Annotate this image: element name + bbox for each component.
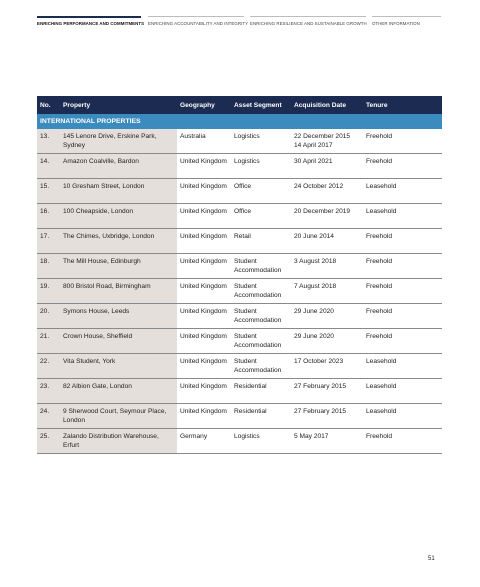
col-header-geography: Geography bbox=[177, 96, 231, 114]
geography-cell: United Kingdom bbox=[177, 304, 231, 329]
geography-cell: United Kingdom bbox=[177, 204, 231, 229]
acquisition-date-cell: 7 August 2018 bbox=[291, 279, 363, 304]
col-header-property: Property bbox=[60, 96, 177, 114]
table-row bbox=[37, 304, 442, 329]
col-header-asset-segment: Asset Segment bbox=[231, 96, 291, 114]
acquisition-date-cell: 29 June 2020 bbox=[291, 329, 363, 354]
property-cell: The Chimes, Uxbridge, London bbox=[60, 229, 177, 254]
property-cell: 800 Bristol Road, Birmingham bbox=[60, 279, 177, 304]
tenure-cell: Freehold bbox=[363, 154, 442, 179]
tenure-cell: Leasehold bbox=[363, 379, 442, 404]
property-cell: 10 Gresham Street, London bbox=[60, 179, 177, 204]
nav-tab-accountability[interactable]: ENRICHING ACCOUNTABILITY AND INTEGRITY bbox=[148, 16, 244, 28]
property-cell: Amazon Coalville, Bardon bbox=[60, 154, 177, 179]
asset-segment-cell: Student Accommodation bbox=[231, 354, 291, 379]
row-number-cell: 13. bbox=[37, 129, 60, 154]
asset-segment-cell: Student Accommodation bbox=[231, 279, 291, 304]
acquisition-date-cell: 27 February 2015 bbox=[291, 404, 363, 429]
asset-segment-cell: Office bbox=[231, 204, 291, 229]
acquisition-date-cell: 30 April 2021 bbox=[291, 154, 363, 179]
acquisition-date-cell: 20 December 2019 bbox=[291, 204, 363, 229]
geography-cell: United Kingdom bbox=[177, 229, 231, 254]
asset-segment-cell: Student Accommodation bbox=[231, 304, 291, 329]
nav-tab-performance[interactable]: ENRICHING PERFORMANCE AND COMMITMENTS bbox=[37, 16, 141, 28]
property-cell: Vita Student, York bbox=[60, 354, 177, 379]
geography-cell: United Kingdom bbox=[177, 379, 231, 404]
asset-segment-cell: Student Accommodation bbox=[231, 329, 291, 354]
table-row bbox=[37, 179, 442, 204]
geography-cell: United Kingdom bbox=[177, 354, 231, 379]
tenure-cell: Leasehold bbox=[363, 204, 442, 229]
nav-tab-resilience[interactable]: ENRICHING RESILIENCE AND SUSTAINABLE GROWTH bbox=[250, 16, 366, 28]
table-row bbox=[37, 129, 442, 154]
tenure-cell: Freehold bbox=[363, 304, 442, 329]
table-row bbox=[37, 379, 442, 404]
table-row bbox=[37, 229, 442, 254]
tenure-cell: Freehold bbox=[363, 429, 442, 454]
row-number-cell: 20. bbox=[37, 304, 60, 329]
asset-segment-cell: Logistics bbox=[231, 429, 291, 454]
geography-cell: Australia bbox=[177, 129, 231, 154]
property-cell: Zalando Distribution Warehouse, Erfurt bbox=[60, 429, 177, 454]
col-header-no: No. bbox=[37, 96, 60, 114]
tenure-cell: Freehold bbox=[363, 129, 442, 154]
section-nav bbox=[37, 16, 441, 30]
table-row bbox=[37, 354, 442, 379]
row-number-cell: 18. bbox=[37, 254, 60, 279]
row-number-cell: 19. bbox=[37, 279, 60, 304]
table-row bbox=[37, 154, 442, 179]
acquisition-date-cell: 24 October 2012 bbox=[291, 179, 363, 204]
tenure-cell: Leasehold bbox=[363, 179, 442, 204]
property-cell: The Mill House, Edinburgh bbox=[60, 254, 177, 279]
acquisition-date-cell: 3 August 2018 bbox=[291, 254, 363, 279]
row-number-cell: 24. bbox=[37, 404, 60, 429]
tenure-cell: Freehold bbox=[363, 279, 442, 304]
asset-segment-cell: Logistics bbox=[231, 129, 291, 154]
table-row bbox=[37, 404, 442, 429]
property-cell: 100 Cheapside, London bbox=[60, 204, 177, 229]
asset-segment-cell: Residential bbox=[231, 404, 291, 429]
table-row bbox=[37, 329, 442, 354]
geography-cell: United Kingdom bbox=[177, 404, 231, 429]
asset-segment-cell: Residential bbox=[231, 379, 291, 404]
geography-cell: United Kingdom bbox=[177, 179, 231, 204]
row-number-cell: 25. bbox=[37, 429, 60, 454]
row-number-cell: 16. bbox=[37, 204, 60, 229]
acquisition-date-cell: 20 June 2014 bbox=[291, 229, 363, 254]
tenure-cell: Freehold bbox=[363, 229, 442, 254]
table-header-row bbox=[37, 96, 442, 114]
table-row bbox=[37, 204, 442, 229]
property-cell: Crown House, Sheffield bbox=[60, 329, 177, 354]
property-cell: Symons House, Leeds bbox=[60, 304, 177, 329]
acquisition-date-cell: 17 October 2023 bbox=[291, 354, 363, 379]
tenure-cell: Leasehold bbox=[363, 404, 442, 429]
nav-tab-other-information[interactable]: OTHER INFORMATION bbox=[372, 16, 441, 28]
asset-segment-cell: Logistics bbox=[231, 154, 291, 179]
geography-cell: United Kingdom bbox=[177, 329, 231, 354]
asset-segment-cell: Office bbox=[231, 179, 291, 204]
asset-segment-cell: Retail bbox=[231, 229, 291, 254]
acquisition-date-cell: 27 February 2015 bbox=[291, 379, 363, 404]
row-number-cell: 21. bbox=[37, 329, 60, 354]
geography-cell: Germany bbox=[177, 429, 231, 454]
section-header-row bbox=[37, 114, 442, 129]
col-header-acquisition-date: Acquisition Date bbox=[291, 96, 363, 114]
property-cell: 9 Sherwood Court, Seymour Place, London bbox=[60, 404, 177, 429]
row-number-cell: 22. bbox=[37, 354, 60, 379]
table-row bbox=[37, 429, 442, 454]
geography-cell: United Kingdom bbox=[177, 254, 231, 279]
row-number-cell: 17. bbox=[37, 229, 60, 254]
table-row bbox=[37, 279, 442, 304]
property-cell: 145 Lenore Drive, Erskine Park, Sydney bbox=[60, 129, 177, 154]
row-number-cell: 15. bbox=[37, 179, 60, 204]
row-number-cell: 14. bbox=[37, 154, 60, 179]
properties-table bbox=[37, 96, 442, 454]
table-row bbox=[37, 254, 442, 279]
acquisition-date-cell: 22 December 2015 14 April 2017 bbox=[291, 129, 363, 154]
acquisition-date-cell: 5 May 2017 bbox=[291, 429, 363, 454]
page-number: 51 bbox=[428, 556, 435, 562]
row-number-cell: 23. bbox=[37, 379, 60, 404]
tenure-cell: Freehold bbox=[363, 254, 442, 279]
acquisition-date-cell: 29 June 2020 bbox=[291, 304, 363, 329]
col-header-tenure: Tenure bbox=[363, 96, 442, 114]
asset-segment-cell: Student Accommodation bbox=[231, 254, 291, 279]
geography-cell: United Kingdom bbox=[177, 154, 231, 179]
tenure-cell: Freehold bbox=[363, 329, 442, 354]
property-cell: 82 Albion Gate, London bbox=[60, 379, 177, 404]
section-header-label: INTERNATIONAL PROPERTIES bbox=[37, 114, 442, 129]
tenure-cell: Leasehold bbox=[363, 354, 442, 379]
geography-cell: United Kingdom bbox=[177, 279, 231, 304]
